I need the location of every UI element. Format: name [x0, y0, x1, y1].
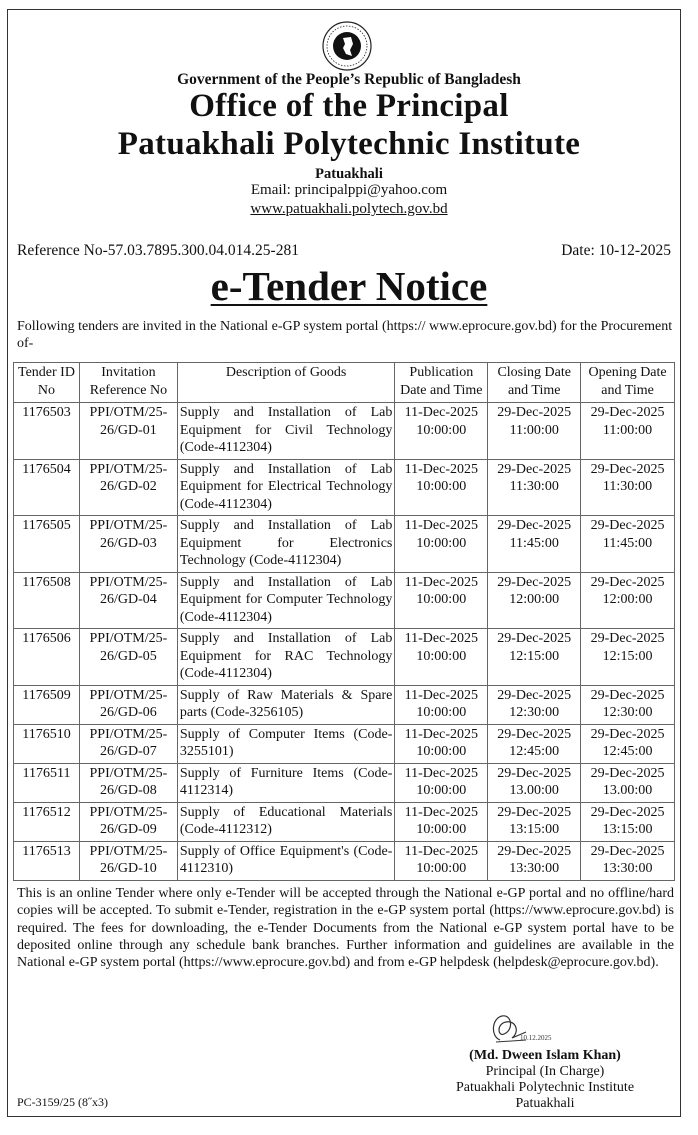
- tender-id-cell: 1176509: [14, 685, 80, 724]
- intro-text: Following tenders are invited in the National e-GP system portal (https:// www.eprocure.gov.bd) for the Procurement of-: [17, 319, 673, 351]
- closing-cell: 29-Dec-2025 12:45:00: [488, 724, 581, 763]
- publication-cell: 11-Dec-2025 10:00:00: [395, 572, 488, 629]
- invitation-ref-cell: PPI/OTM/25- 26/GD-07: [79, 724, 177, 763]
- signature-icon: [486, 1010, 566, 1048]
- table-row: [14, 685, 675, 724]
- closing-cell: 29-Dec-2025 11:00:00: [488, 403, 581, 460]
- header-publication: Publication Date and Time: [395, 363, 488, 403]
- tender-id-cell: 1176503: [14, 403, 80, 460]
- description-cell: Supply and Installation of Lab Equipment for Electrical Technology (Code-4112304): [177, 459, 394, 516]
- invitation-ref-cell: PPI/OTM/25- 26/GD-09: [79, 802, 177, 841]
- city: Patuakhali: [315, 166, 383, 182]
- invitation-ref-cell: PPI/OTM/25- 26/GD-03: [79, 516, 177, 573]
- closing-cell: 29-Dec-2025 12:30:00: [488, 685, 581, 724]
- header-description: Description of Goods: [177, 363, 394, 403]
- opening-cell: 29-Dec-2025 11:45:00: [581, 516, 675, 573]
- opening-cell: 29-Dec-2025 13:30:00: [581, 841, 675, 880]
- government-line: Government of the People’s Republic of Bangladesh: [177, 71, 521, 88]
- opening-cell: 29-Dec-2025 12:15:00: [581, 629, 675, 686]
- publication-cell: 11-Dec-2025 10:00:00: [395, 724, 488, 763]
- tender-id-cell: 1176504: [14, 459, 80, 516]
- tender-id-cell: 1176512: [14, 802, 80, 841]
- invitation-ref-cell: PPI/OTM/25- 26/GD-06: [79, 685, 177, 724]
- opening-cell: 29-Dec-2025 11:30:00: [581, 459, 675, 516]
- invitation-ref-cell: PPI/OTM/25- 26/GD-01: [79, 403, 177, 460]
- description-cell: Supply of Raw Materials & Spare parts (Code-3256105): [177, 685, 394, 724]
- description-cell: Supply of Furniture Items (Code-4112314): [177, 763, 394, 802]
- office-title: Office of the Principal: [189, 88, 509, 124]
- publication-cell: 11-Dec-2025 10:00:00: [395, 403, 488, 460]
- reference-number: Reference No-57.03.7895.300.04.014.25-281: [17, 242, 299, 259]
- invitation-ref-cell: PPI/OTM/25- 26/GD-04: [79, 572, 177, 629]
- email: Email: principalppi@yahoo.com: [250, 182, 448, 198]
- description-cell: Supply of Office Equipment's (Code-4112310): [177, 841, 394, 880]
- table-row: [14, 763, 675, 802]
- table-header-row: [14, 363, 675, 403]
- tender-id-cell: 1176508: [14, 572, 80, 629]
- publication-cell: 11-Dec-2025 10:00:00: [395, 685, 488, 724]
- invitation-ref-cell: PPI/OTM/25- 26/GD-05: [79, 629, 177, 686]
- svg-text:10.12.2025: 10.12.2025: [520, 1034, 552, 1042]
- signer-name: (Md. Dween Islam Khan): [469, 1048, 621, 1063]
- description-cell: Supply of Educational Materials (Code-4112312): [177, 802, 394, 841]
- closing-cell: 29-Dec-2025 12:15:00: [488, 629, 581, 686]
- institute-title: Patuakhali Polytechnic Institute: [117, 126, 581, 162]
- table-row: [14, 629, 675, 686]
- closing-cell: 29-Dec-2025 13.00:00: [488, 763, 581, 802]
- closing-cell: 29-Dec-2025 13:30:00: [488, 841, 581, 880]
- publication-cell: 11-Dec-2025 10:00:00: [395, 802, 488, 841]
- header-closing: Closing Date and Time: [488, 363, 581, 403]
- table-row: [14, 459, 675, 516]
- publication-cell: 11-Dec-2025 10:00:00: [395, 516, 488, 573]
- table-row: [14, 802, 675, 841]
- publication-cell: 11-Dec-2025 10:00:00: [395, 459, 488, 516]
- description-cell: Supply and Installation of Lab Equipment for RAC Technology (Code-4112304): [177, 629, 394, 686]
- instructions-text: This is an online Tender where only e-Tender will be accepted through the National e-GP portal and no offline/hard copies will be accepted. To submit e-Tender, registration in the e-GP system portal (https://www.eprocure.gov.bd) is required. The fees for downloading, the e-Tender Documents from the National e-GP system portal have to be deposited online through any schedule bank branches. Further information and guidelines are available in the National e-GP system portal (https://www.eprocure.gov.bd) and from e-GP helpdesk (helpdesk@eprocure.gov.bd).: [17, 886, 674, 971]
- publication-cell: 11-Dec-2025 10:00:00: [395, 629, 488, 686]
- header-invitation-ref: Invitation Reference No: [79, 363, 177, 403]
- header-tender-id: Tender ID No: [14, 363, 80, 403]
- table-row: [14, 572, 675, 629]
- invitation-ref-cell: PPI/OTM/25- 26/GD-08: [79, 763, 177, 802]
- closing-cell: 29-Dec-2025 11:30:00: [488, 459, 581, 516]
- publication-cell: 11-Dec-2025 10:00:00: [395, 841, 488, 880]
- tender-id-cell: 1176506: [14, 629, 80, 686]
- signer-designation: Principal (In Charge): [485, 1064, 605, 1079]
- description-cell: Supply and Installation of Lab Equipment for Computer Technology (Code-4112304): [177, 572, 394, 629]
- website-link[interactable]: www.patuakhali.polytech.gov.bd: [250, 201, 448, 217]
- tender-id-cell: 1176513: [14, 841, 80, 880]
- tender-id-cell: 1176505: [14, 516, 80, 573]
- signer-institute: Patuakhali Polytechnic Institute: [455, 1080, 635, 1095]
- pc-code: PC-3159/25 (8˝x3): [17, 1095, 108, 1109]
- opening-cell: 29-Dec-2025 11:00:00: [581, 403, 675, 460]
- closing-cell: 29-Dec-2025 12:00:00: [488, 572, 581, 629]
- signer-city: Patuakhali: [515, 1096, 575, 1111]
- opening-cell: 29-Dec-2025 12:00:00: [581, 572, 675, 629]
- notice-date: Date: 10-12-2025: [561, 242, 671, 259]
- table-row: [14, 724, 675, 763]
- tender-id-cell: 1176510: [14, 724, 80, 763]
- description-cell: Supply and Installation of Lab Equipment for Civil Technology (Code-4112304): [177, 403, 394, 460]
- publication-cell: 11-Dec-2025 10:00:00: [395, 763, 488, 802]
- table-row: [14, 841, 675, 880]
- description-cell: Supply of Computer Items (Code-3255101): [177, 724, 394, 763]
- notice-title: e-Tender Notice: [210, 263, 488, 309]
- tender-id-cell: 1176511: [14, 763, 80, 802]
- opening-cell: 29-Dec-2025 13.00:00: [581, 763, 675, 802]
- opening-cell: 29-Dec-2025 13:15:00: [581, 802, 675, 841]
- tender-table: [13, 362, 675, 881]
- opening-cell: 29-Dec-2025 12:45:00: [581, 724, 675, 763]
- opening-cell: 29-Dec-2025 12:30:00: [581, 685, 675, 724]
- invitation-ref-cell: PPI/OTM/25- 26/GD-10: [79, 841, 177, 880]
- closing-cell: 29-Dec-2025 13:15:00: [488, 802, 581, 841]
- closing-cell: 29-Dec-2025 11:45:00: [488, 516, 581, 573]
- table-row: [14, 516, 675, 573]
- table-row: [14, 403, 675, 460]
- invitation-ref-cell: PPI/OTM/25- 26/GD-02: [79, 459, 177, 516]
- description-cell: Supply and Installation of Lab Equipment for Electronics Technology (Code-4112304): [177, 516, 394, 573]
- header-opening: Opening Date and Time: [581, 363, 675, 403]
